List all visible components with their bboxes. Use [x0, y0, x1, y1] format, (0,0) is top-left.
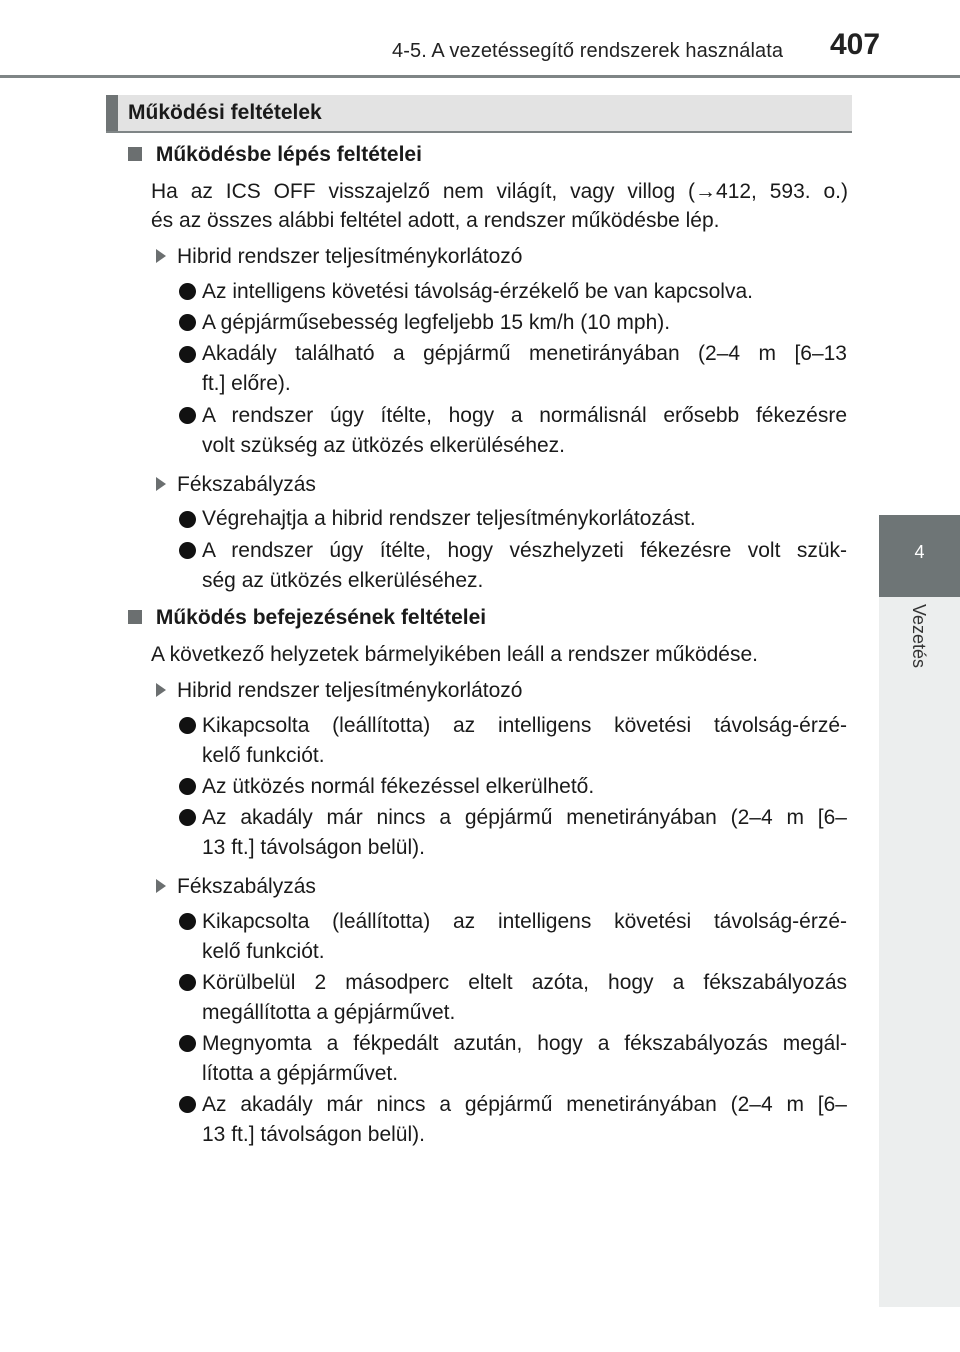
round-bullet-icon: [179, 346, 196, 363]
round-bullet-icon: [179, 1035, 196, 1052]
bullet-line: Az akadály már nincs a gépjármű menetirányában (2–4 m [6–: [202, 806, 847, 829]
bullet-line-cont: ft.] előre).: [202, 372, 291, 395]
bullet-line-cont: lította a gépjárművet.: [202, 1062, 399, 1085]
round-bullet-icon: [179, 1096, 196, 1113]
triangle-item: Fékszabályzás: [177, 473, 316, 496]
paragraph-line: Ha az ICS OFF visszajelző nem világít, vagy villog (→412, 593. o.): [151, 180, 848, 203]
bullet-line: Akadály található a gépjármű menetirányában (2–4 m [6–13: [202, 342, 847, 365]
bullet-line: A rendszer úgy ítélte, hogy vészhelyzeti fékezésre volt szük-: [202, 539, 847, 562]
bullet-line: Az intelligens követési távolság-érzékelő be van kapcsolva.: [202, 280, 753, 303]
round-bullet-icon: [179, 511, 196, 528]
square-bullet-icon: [128, 147, 142, 161]
round-bullet-icon: [179, 314, 196, 331]
chapter-label: Vezetés: [909, 604, 929, 669]
round-bullet-icon: [179, 407, 196, 424]
section-heading: [106, 95, 852, 131]
bullet-line: A gépjárműsebesség legfeljebb 15 km/h (10 mph).: [202, 311, 671, 334]
round-bullet-icon: [179, 778, 196, 795]
bullet-line: A rendszer úgy ítélte, hogy a normálisnál erősebb fékezésre: [202, 404, 847, 427]
bullet-line-cont: megállította a gépjárművet.: [202, 1001, 456, 1024]
page-number: 407: [830, 28, 881, 61]
round-bullet-icon: [179, 283, 196, 300]
bullet-line-cont: 13 ft.] távolságon belül).: [202, 836, 425, 859]
bullet-line-cont: kelő funkciót.: [202, 744, 325, 767]
chapter-tab: [879, 515, 960, 597]
square-bullet-icon: [128, 610, 142, 624]
subheading-termination: [128, 605, 486, 630]
subheading-text: Működésbe lépés feltételei: [155, 143, 422, 166]
round-bullet-icon: [179, 542, 196, 559]
bullet-line-cont: 13 ft.] távolságon belül).: [202, 1123, 425, 1146]
round-bullet-icon: [179, 809, 196, 826]
chapter-number: 4: [914, 542, 925, 562]
subheading-text: Működés befejezésének feltételei: [155, 606, 487, 629]
bullet-line-cont: volt szükség az ütközés elkerüléséhez.: [202, 434, 566, 457]
paragraph-line: A következő helyzetek bármelyikében leáll a rendszer működése.: [151, 643, 758, 666]
bullet-line: Az ütközés normál fékezéssel elkerülhető.: [202, 775, 595, 798]
section-heading-bar: [106, 95, 118, 131]
triangle-bullet-icon: [156, 249, 166, 263]
bullet-line: Megnyomta a fékpedált azután, hogy a fékszabályozás megál-: [202, 1032, 847, 1055]
round-bullet-icon: [179, 974, 196, 991]
bullet-line: Végrehajtja a hibrid rendszer teljesítménykorlátozást.: [202, 507, 696, 530]
bullet-line-cont: kelő funkciót.: [202, 940, 325, 963]
paragraph-line: és az összes alábbi feltétel adott, a rendszer működésbe lép.: [151, 209, 720, 232]
chapter-label-box: [879, 604, 960, 684]
side-strip: [879, 597, 960, 1307]
bullet-line: Az akadály már nincs a gépjármű menetirányában (2–4 m [6–: [202, 1093, 847, 1116]
bullet-line-cont: ség az ütközés elkerüléséhez.: [202, 569, 484, 592]
triangle-item: Fékszabályzás: [177, 875, 316, 898]
triangle-bullet-icon: [156, 683, 166, 697]
triangle-item: Hibrid rendszer teljesítménykorlátozó: [177, 245, 523, 268]
bullet-line: Körülbelül 2 másodperc eltelt azóta, hogy a fékszabályozás: [202, 971, 847, 994]
running-header-title: 4-5. A vezetéssegítő rendszerek használata: [392, 40, 784, 62]
triangle-bullet-icon: [156, 477, 166, 491]
subheading-activation: [128, 142, 422, 167]
triangle-bullet-icon: [156, 879, 166, 893]
triangle-item: Hibrid rendszer teljesítménykorlátozó: [177, 679, 523, 702]
bullet-line: Kikapcsolta (leállította) az intelligens követési távolság-érzé-: [202, 714, 847, 737]
bullet-line: Kikapcsolta (leállította) az intelligens követési távolság-érzé-: [202, 910, 847, 933]
round-bullet-icon: [179, 913, 196, 930]
section-heading-underline: [106, 131, 852, 133]
header-rule: [0, 75, 960, 78]
round-bullet-icon: [179, 717, 196, 734]
section-heading-title: Működési feltételek: [128, 101, 322, 124]
